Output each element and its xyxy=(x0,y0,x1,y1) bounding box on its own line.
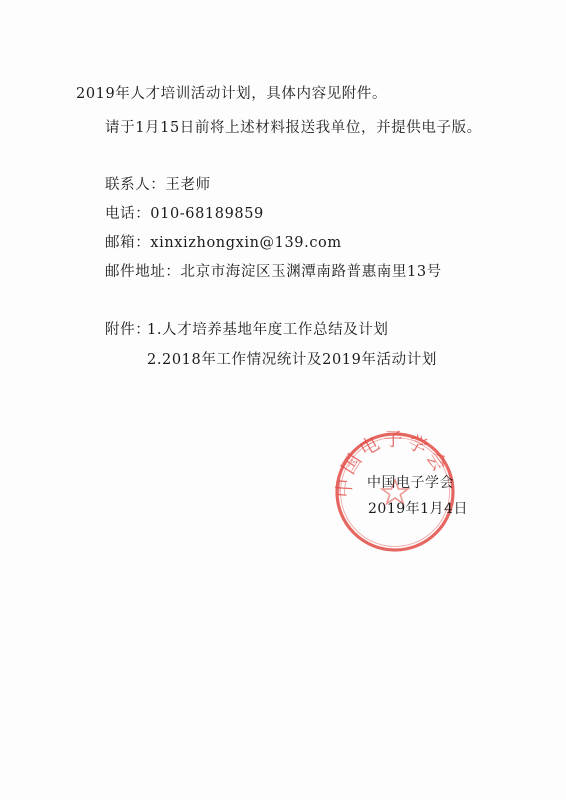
attachments-label: 附件： xyxy=(105,322,151,338)
attachment-item-1: 1.人才培养基地年度工作总结及计划 xyxy=(147,322,389,338)
body-line-1: 2019年人才培训活动计划，具体内容见附件。 xyxy=(76,86,388,102)
stamp-text: 中国电子学会 xyxy=(333,428,453,499)
attachment-item-2: 2.2018年工作情况统计及2019年活动计划 xyxy=(147,352,437,368)
contact-phone: 电话：010-68189859 xyxy=(105,206,264,222)
contact-person: 联系人：王老师 xyxy=(105,177,211,193)
signature-org: 中国电子学会 xyxy=(367,475,454,491)
signature-date: 2019年1月4日 xyxy=(368,501,468,517)
body-line-2: 请于1月15日前将上述材料报送我单位，并提供电子版。 xyxy=(105,120,482,136)
contact-address: 邮件地址：北京市海淀区玉渊潭南路普惠南里13号 xyxy=(105,264,442,280)
contact-email: 邮箱：xinxizhongxin@139.com xyxy=(105,235,342,251)
